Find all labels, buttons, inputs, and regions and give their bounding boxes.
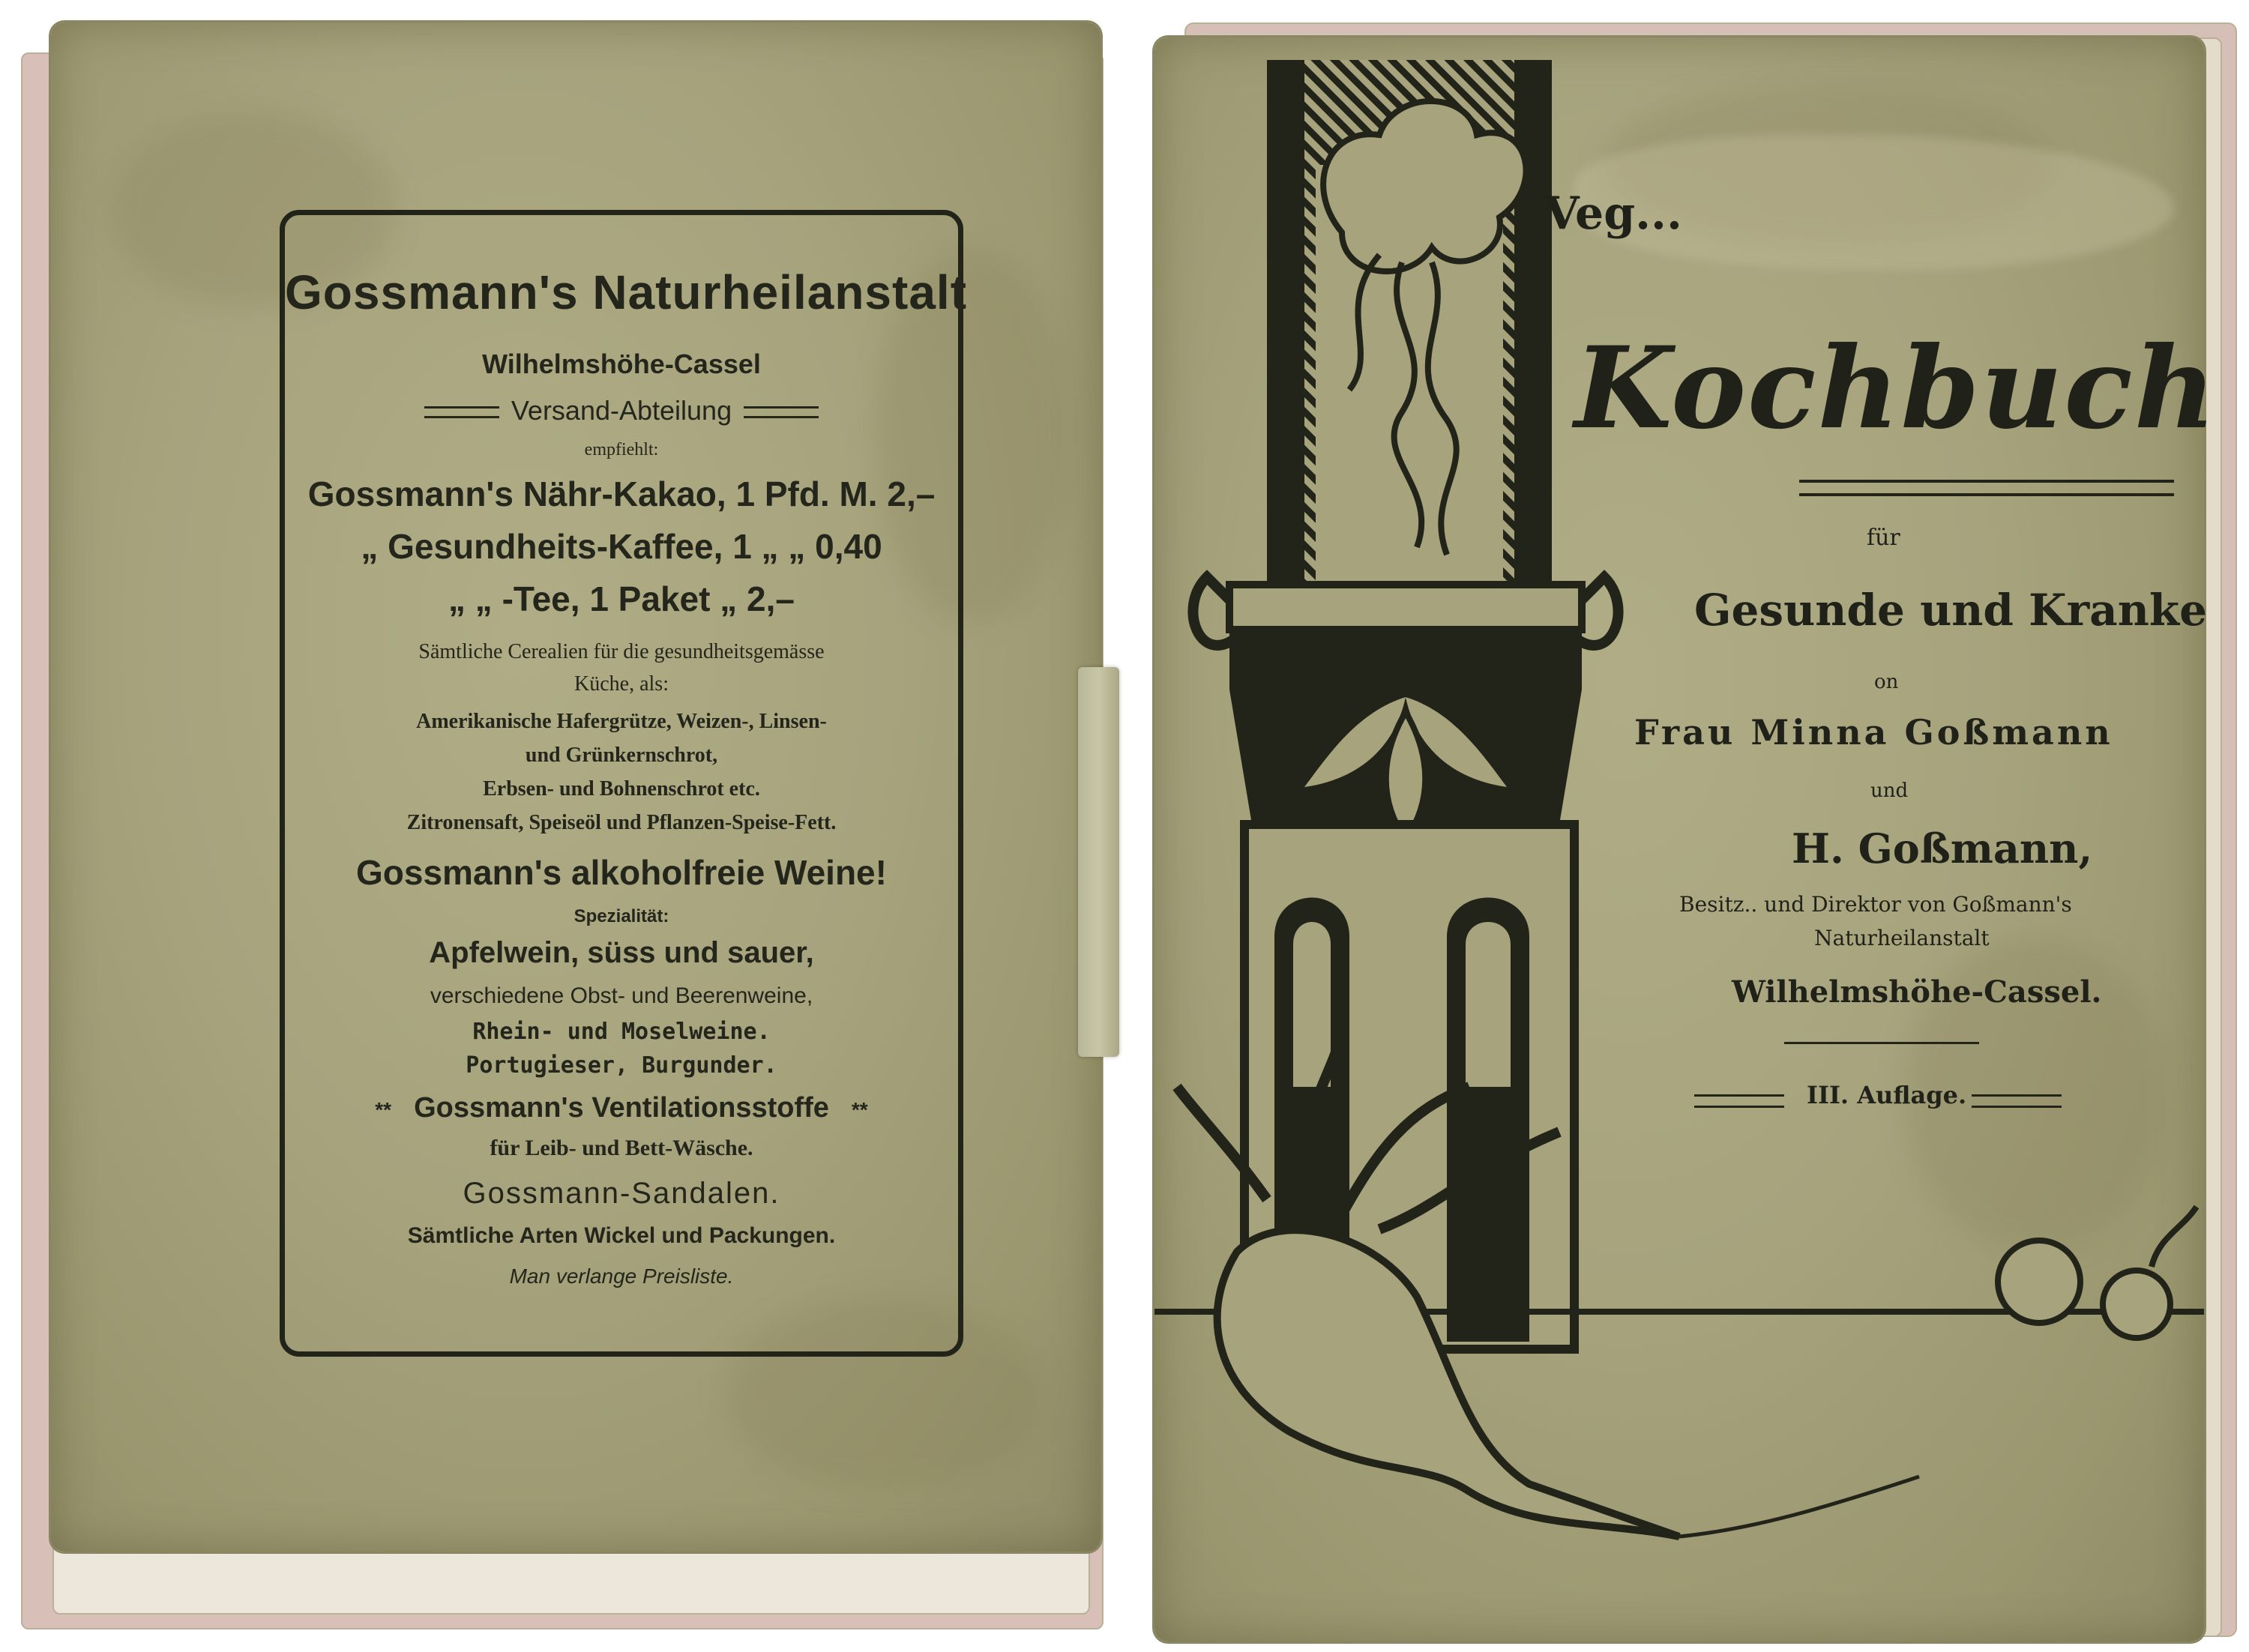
ad-ventilation: Gossmann's Ventilationsstoffe — [414, 1092, 829, 1124]
cover-subtitle: Gesunde und Kranke — [1694, 585, 2207, 636]
ad-wines-line-2: Rhein- und Moselweine. — [472, 1019, 771, 1045]
ad-sandals: Gossmann-Sandalen. — [463, 1177, 780, 1210]
ad-ventilation-sub: für Leib- und Bett-Wäsche. — [490, 1136, 753, 1160]
ad-cereals-line-4: Zitronensaft, Speiseöl und Pflanzen-Speise-Fett. — [406, 811, 837, 834]
ad-cereals-line-1: Amerikanische Hafergrütze, Weizen-, Linsen- — [416, 710, 827, 733]
author-2-place: Wilhelmshöhe-Cassel. — [1732, 974, 2102, 1010]
ad-specialty-label: Spezialität: — [573, 906, 669, 926]
ad-product-1: Gossmann's Nähr-Kakao, 1 Pfd. M. 2,– — [307, 474, 936, 513]
front-cover-book — [1154, 22, 2234, 1642]
ad-cereals-line-3: Erbsen- und Bohnenschrot etc. — [483, 777, 760, 801]
title-underline — [1799, 480, 2174, 496]
ad-product-2: „ Gesundheits-Kaffee, 1 „ „ 0,40 — [361, 527, 882, 566]
ad-title: Gossmann's Naturheilanstalt — [285, 265, 967, 319]
edition-rule-left — [1694, 1094, 1784, 1108]
and-label: und — [1870, 780, 1909, 802]
ad-cereals-line-2: und Grünkernschrot, — [525, 744, 718, 767]
ad-wines-heading: Gossmann's alkoholfreie Weine! — [356, 853, 887, 892]
ad-department-line — [285, 395, 958, 426]
ad-wines-line-3: Portugieser, Burgunder. — [466, 1052, 777, 1079]
author-2: H. Goßmann, — [1792, 825, 2093, 872]
ad-wraps: Sämtliche Arten Wickel und Packungen. — [407, 1223, 836, 1248]
asterisk-ornament: ** — [851, 1098, 868, 1121]
author-2-role-1: Besitz.. und Direktor von Goßmann's — [1679, 892, 2072, 917]
back-cover-book — [15, 22, 1117, 1627]
double-rule-right — [744, 406, 819, 418]
front-cover — [1154, 37, 2218, 1642]
ad-wines-line-1: verschiedene Obst- und Beerenweine, — [430, 983, 813, 1008]
ad-recommends: empfiehlt: — [584, 440, 659, 459]
small-radishes — [1998, 1207, 2197, 1338]
ad-department: Versand-Abteilung — [511, 395, 732, 426]
author-1: Frau Minna Goßmann — [1634, 712, 2113, 753]
advertisement-frame — [280, 210, 967, 1357]
title-top-fragment: Veg... — [1544, 187, 1682, 240]
urn — [1193, 577, 1618, 839]
double-rule-left — [424, 406, 499, 418]
edition: III. Auflage. — [1807, 1081, 1967, 1109]
for-label: für — [1867, 525, 1900, 551]
back-cover — [51, 22, 1101, 1552]
ad-location: Wilhelmshöhe-Cassel — [482, 349, 761, 379]
ad-specialty: Apfelwein, süss und sauer, — [429, 936, 814, 969]
ad-product-3: „ „ -Tee, 1 Paket „ 2,– — [448, 579, 795, 618]
by-label: on — [1874, 671, 1899, 693]
ad-cereals-intro-2: Küche, als: — [574, 672, 669, 696]
spine-tape — [1078, 667, 1119, 1057]
ad-ventilation-line — [285, 1092, 958, 1124]
ornament-rule — [1784, 1042, 1979, 1044]
ad-price-list: Man verlange Preisliste. — [509, 1264, 734, 1288]
author-2-role-2: Naturheilanstalt — [1814, 926, 1990, 950]
cover-title: Kochbuch — [1574, 322, 2218, 454]
ad-cereals-intro-1: Sämtliche Cerealien für die gesundheitsgemässe — [418, 640, 825, 663]
asterisk-ornament: ** — [375, 1098, 392, 1121]
edition-rule-right — [1972, 1094, 2062, 1108]
